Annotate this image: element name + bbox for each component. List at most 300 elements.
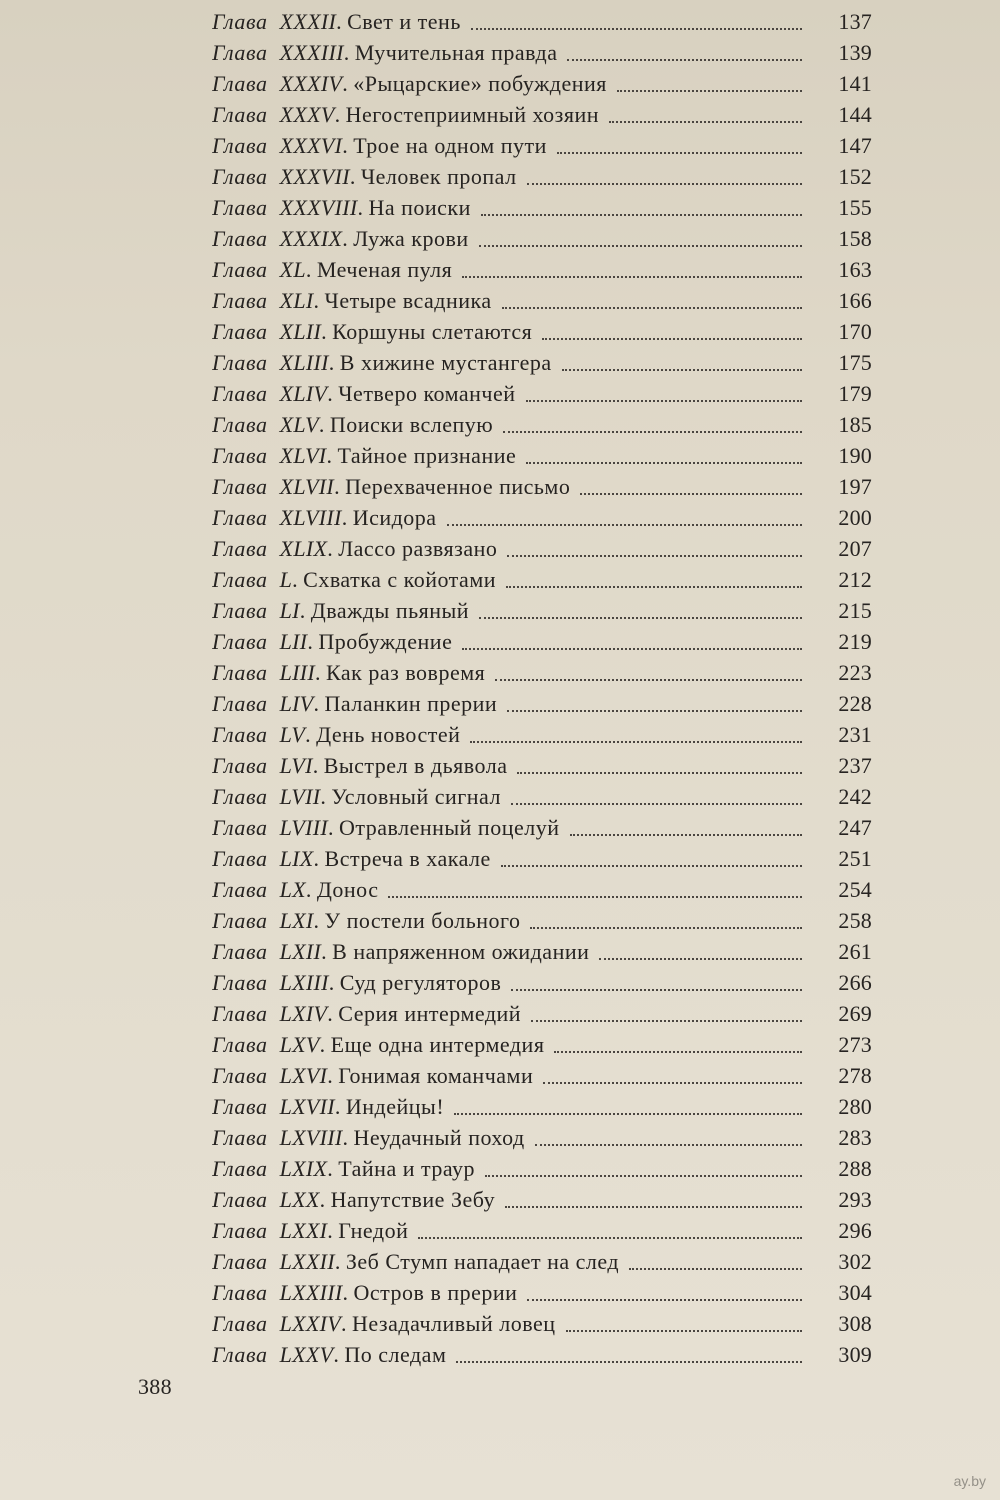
toc-entry	[212, 781, 872, 812]
toc-entry-label	[212, 254, 452, 285]
chapter-separator: .	[327, 815, 339, 840]
chapter-title: Еще одна интермедия	[330, 1032, 545, 1057]
toc-entry-label	[212, 1308, 556, 1339]
chapter-title: Поиски вслепую	[329, 412, 494, 437]
chapter-title: Отравленный поцелуй	[338, 815, 560, 840]
toc-entry	[212, 533, 872, 564]
chapter-page-number: 144	[838, 102, 872, 127]
chapter-numeral: LIV	[279, 691, 314, 716]
chapter-prefix: Глава	[212, 1249, 268, 1274]
chapter-title: Паланкин прерии	[324, 691, 498, 716]
toc-entry-label	[212, 998, 521, 1029]
toc-entry	[212, 37, 872, 68]
chapter-numeral: XXXVI	[279, 133, 343, 158]
toc-entry	[212, 626, 872, 657]
toc-entry	[212, 1246, 872, 1277]
chapter-numeral: LXVII	[279, 1094, 335, 1119]
chapter-title: У постели больного	[324, 908, 521, 933]
dot-leader	[567, 58, 802, 61]
chapter-prefix: Глава	[212, 660, 268, 685]
toc-entry	[212, 130, 872, 161]
chapter-numeral: LXIX	[279, 1156, 328, 1181]
chapter-prefix: Глава	[212, 1125, 268, 1150]
toc-entry	[212, 719, 872, 750]
chapter-prefix: Глава	[212, 939, 268, 964]
chapter-page-number: 308	[838, 1311, 872, 1336]
toc-entry	[212, 347, 872, 378]
toc-entry	[212, 1308, 872, 1339]
toc-entry-label	[212, 781, 501, 812]
chapter-prefix: Глава	[212, 257, 268, 282]
toc-entry	[212, 1277, 872, 1308]
toc-entry-label	[212, 719, 460, 750]
chapter-numeral: XLIII	[279, 350, 329, 375]
chapter-separator: .	[318, 412, 330, 437]
chapter-title: Серия интермедий	[338, 1001, 522, 1026]
toc-entry	[212, 1153, 872, 1184]
toc-entry-label	[212, 285, 492, 316]
chapter-prefix: Глава	[212, 71, 268, 96]
chapter-title: Как раз вовремя	[326, 660, 486, 685]
toc-entry	[212, 688, 872, 719]
dot-leader	[388, 895, 802, 898]
toc-entry-label	[212, 905, 520, 936]
chapter-separator: .	[342, 1125, 354, 1150]
chapter-title: Суд регуляторов	[339, 970, 502, 995]
toc-entry	[212, 471, 872, 502]
chapter-page-number: 258	[838, 908, 872, 933]
dot-leader	[505, 1205, 802, 1208]
toc-entry-label	[212, 533, 497, 564]
dot-leader	[479, 244, 802, 247]
chapter-numeral: XXXV	[279, 102, 335, 127]
chapter-numeral: LXI	[279, 908, 314, 933]
chapter-title: Исидора	[352, 505, 437, 530]
chapter-prefix: Глава	[212, 9, 268, 34]
chapter-page-number: 212	[838, 567, 872, 592]
chapter-page-number: 137	[838, 9, 872, 34]
chapter-page-number: 261	[838, 939, 872, 964]
chapter-page-number: 152	[838, 164, 872, 189]
dot-leader	[454, 1112, 802, 1115]
chapter-page-number: 273	[838, 1032, 872, 1057]
chapter-page-number: 185	[838, 412, 872, 437]
chapter-separator: .	[328, 970, 340, 995]
chapter-prefix: Глава	[212, 505, 268, 530]
toc-entry-label	[212, 874, 378, 905]
dot-leader	[502, 306, 802, 309]
chapter-page-number: 251	[838, 846, 872, 871]
dot-leader	[507, 554, 802, 557]
toc-entry-label	[212, 595, 469, 626]
chapter-separator: .	[313, 908, 325, 933]
toc-entry-label	[212, 1246, 619, 1277]
dot-leader	[501, 864, 802, 867]
chapter-prefix: Глава	[212, 784, 268, 809]
toc-entry	[212, 750, 872, 781]
chapter-title: Незадачливый ловец	[352, 1311, 556, 1336]
chapter-separator: .	[326, 443, 338, 468]
chapter-separator: .	[327, 1063, 339, 1088]
toc-entry	[212, 378, 872, 409]
chapter-separator: .	[320, 784, 332, 809]
chapter-title: Коршуны слетаются	[332, 319, 533, 344]
chapter-numeral: LXXIII	[279, 1280, 343, 1305]
chapter-numeral: XXXIII	[279, 40, 344, 65]
toc-entry	[212, 564, 872, 595]
chapter-page-number: 223	[838, 660, 872, 685]
chapter-numeral: XLIX	[279, 536, 328, 561]
chapter-title: Схватка с койотами	[303, 567, 497, 592]
chapter-page-number: 170	[838, 319, 872, 344]
toc-entry	[212, 936, 872, 967]
dot-leader	[617, 89, 802, 92]
chapter-page-number: 309	[838, 1342, 872, 1367]
toc-entry	[212, 812, 872, 843]
toc-entry-label	[212, 1277, 517, 1308]
chapter-title: Дважды пьяный	[310, 598, 470, 623]
chapter-title: Лассо развязано	[338, 536, 498, 561]
chapter-prefix: Глава	[212, 350, 268, 375]
chapter-title: «Рыцарские» побуждения	[353, 71, 607, 96]
toc-entry-label	[212, 657, 485, 688]
chapter-page-number: 266	[838, 970, 872, 995]
chapter-prefix: Глава	[212, 846, 268, 871]
chapter-numeral: LVI	[279, 753, 313, 778]
chapter-prefix: Глава	[212, 1032, 268, 1057]
chapter-prefix: Глава	[212, 40, 268, 65]
chapter-separator: .	[327, 381, 339, 406]
chapter-page-number: 269	[838, 1001, 872, 1026]
dot-leader	[503, 430, 802, 433]
chapter-title: Свет и тень	[347, 9, 461, 34]
toc-entry-label	[212, 6, 461, 37]
chapter-prefix: Глава	[212, 412, 268, 437]
toc-entry-label	[212, 409, 493, 440]
chapter-title: Остров в прерии	[353, 1280, 518, 1305]
chapter-separator: .	[334, 474, 346, 499]
chapter-title: Встреча в хакале	[324, 846, 491, 871]
toc-entry	[212, 1091, 872, 1122]
chapter-title: На поиски	[368, 195, 471, 220]
chapter-prefix: Глава	[212, 722, 268, 747]
chapter-prefix: Глава	[212, 474, 268, 499]
chapter-page-number: 302	[838, 1249, 872, 1274]
dot-leader	[570, 833, 803, 836]
chapter-prefix: Глава	[212, 133, 268, 158]
chapter-numeral: LII	[279, 629, 308, 654]
chapter-page-number: 158	[838, 226, 872, 251]
chapter-title: Гнедой	[338, 1218, 409, 1243]
toc-entry-label	[212, 936, 589, 967]
chapter-separator: .	[313, 288, 325, 313]
toc-entry	[212, 254, 872, 285]
toc-entry-label	[212, 626, 452, 657]
toc-entry	[212, 440, 872, 471]
chapter-prefix: Глава	[212, 536, 268, 561]
chapter-prefix: Глава	[212, 877, 268, 902]
dot-leader	[580, 492, 802, 495]
chapter-numeral: XLIV	[279, 381, 328, 406]
toc-entry	[212, 1029, 872, 1060]
chapter-separator: .	[313, 691, 325, 716]
chapter-numeral: XXXIX	[279, 226, 343, 251]
chapter-page-number: 293	[838, 1187, 872, 1212]
dot-leader	[462, 647, 802, 650]
chapter-separator: .	[341, 1311, 352, 1336]
chapter-numeral: XLII	[279, 319, 322, 344]
dot-leader	[447, 523, 802, 526]
dot-leader	[507, 709, 802, 712]
chapter-title: День новостей	[316, 722, 461, 747]
dot-leader	[456, 1360, 802, 1363]
dot-leader	[481, 213, 802, 216]
chapter-numeral: L	[279, 567, 293, 592]
chapter-separator: .	[319, 1187, 331, 1212]
toc-entry-label	[212, 161, 517, 192]
toc-entry-label	[212, 1029, 544, 1060]
dot-leader	[599, 957, 802, 960]
chapter-page-number: 231	[838, 722, 872, 747]
toc-entry	[212, 967, 872, 998]
chapter-page-number: 197	[838, 474, 872, 499]
chapter-title: Донос	[316, 877, 379, 902]
toc-entry	[212, 192, 872, 223]
chapter-numeral: XXXII	[279, 9, 337, 34]
chapter-page-number: 163	[838, 257, 872, 282]
chapter-separator: .	[315, 660, 327, 685]
chapter-title: Неудачный поход	[353, 1125, 525, 1150]
chapter-page-number: 304	[838, 1280, 872, 1305]
chapter-prefix: Глава	[212, 970, 268, 995]
chapter-title: Тайна и траур	[338, 1156, 476, 1181]
chapter-prefix: Глава	[212, 1063, 268, 1088]
chapter-prefix: Глава	[212, 1094, 268, 1119]
chapter-separator: .	[327, 1001, 339, 1026]
page-number: 388	[138, 1374, 172, 1399]
chapter-page-number: 141	[838, 71, 872, 96]
chapter-page-number: 215	[838, 598, 872, 623]
toc-entry	[212, 68, 872, 99]
toc-entry-label	[212, 843, 491, 874]
chapter-page-number: 247	[838, 815, 872, 840]
dot-leader	[506, 585, 802, 588]
dot-leader	[527, 1298, 802, 1301]
toc-entry-label	[212, 564, 496, 595]
toc-entry-label	[212, 316, 532, 347]
chapter-prefix: Глава	[212, 598, 268, 623]
dot-leader	[511, 988, 802, 991]
toc-entry	[212, 409, 872, 440]
toc-entry-label	[212, 347, 552, 378]
chapter-page-number: 200	[838, 505, 872, 530]
chapter-prefix: Глава	[212, 1280, 268, 1305]
chapter-prefix: Глава	[212, 567, 268, 592]
dot-leader	[470, 740, 802, 743]
chapter-page-number: 228	[838, 691, 872, 716]
dot-leader	[554, 1050, 802, 1053]
dot-leader	[566, 1329, 803, 1332]
dot-leader	[557, 151, 802, 154]
chapter-separator: .	[334, 1094, 346, 1119]
toc-entry-label	[212, 967, 501, 998]
toc-entry-label	[212, 1215, 408, 1246]
chapter-title: Четыре всадника	[324, 288, 492, 313]
chapter-title: Индейцы!	[345, 1094, 445, 1119]
chapter-separator: .	[321, 939, 333, 964]
toc-entry-label	[212, 502, 437, 533]
toc-entry-label	[212, 130, 547, 161]
dot-leader	[485, 1174, 802, 1177]
chapter-numeral: LXXV	[279, 1342, 334, 1367]
chapter-page-number: 147	[838, 133, 872, 158]
toc-entry-label	[212, 1184, 495, 1215]
chapter-separator: .	[319, 1032, 331, 1057]
toc-entry-label	[212, 192, 471, 223]
chapter-separator: .	[349, 164, 361, 189]
chapter-page-number: 190	[838, 443, 872, 468]
chapter-page-number: 254	[838, 877, 872, 902]
chapter-separator: .	[336, 9, 348, 34]
chapter-numeral: LV	[279, 722, 306, 747]
toc-entry	[212, 161, 872, 192]
toc-entry	[212, 1184, 872, 1215]
chapter-separator: .	[307, 629, 319, 654]
toc-entry	[212, 223, 872, 254]
dot-leader	[609, 120, 802, 123]
chapter-prefix: Глава	[212, 691, 268, 716]
chapter-title: Четверо команчей	[338, 381, 516, 406]
chapter-prefix: Глава	[212, 1311, 268, 1336]
toc-entry-label	[212, 1091, 444, 1122]
toc-entry	[212, 1122, 872, 1153]
toc-entry	[212, 1060, 872, 1091]
dot-leader	[479, 616, 802, 619]
chapter-separator: .	[342, 133, 354, 158]
chapter-page-number: 155	[838, 195, 872, 220]
dot-leader	[471, 27, 802, 30]
chapter-title: Негостеприимный хозяин	[345, 102, 599, 127]
toc-entry	[212, 843, 872, 874]
chapter-numeral: XLVIII	[279, 505, 342, 530]
chapter-separator: .	[292, 567, 304, 592]
toc-entry-label	[212, 812, 560, 843]
chapter-title: Пробуждение	[318, 629, 453, 654]
chapter-numeral: LXXIV	[279, 1311, 341, 1336]
chapter-title: Мучительная правда	[354, 40, 558, 65]
chapter-prefix: Глава	[212, 908, 268, 933]
chapter-separator: .	[305, 722, 317, 747]
chapter-title: Гонимая команчами	[338, 1063, 534, 1088]
chapter-prefix: Глава	[212, 381, 268, 406]
chapter-page-number: 139	[838, 40, 872, 65]
chapter-prefix: Глава	[212, 815, 268, 840]
chapter-page-number: 288	[838, 1156, 872, 1181]
chapter-page-number: 219	[838, 629, 872, 654]
toc-entry	[212, 905, 872, 936]
chapter-prefix: Глава	[212, 102, 268, 127]
chapter-separator: .	[343, 40, 355, 65]
dot-leader	[495, 678, 802, 681]
chapter-separator: .	[342, 71, 354, 96]
chapter-title: По следам	[344, 1342, 447, 1367]
toc-entry	[212, 595, 872, 626]
chapter-numeral: LXIII	[279, 970, 329, 995]
chapter-numeral: LXXII	[279, 1249, 335, 1274]
chapter-separator: .	[321, 319, 333, 344]
dot-leader	[531, 1019, 802, 1022]
chapter-title: В напряженном ожидании	[332, 939, 590, 964]
toc-entry	[212, 657, 872, 688]
chapter-numeral: LXIV	[279, 1001, 328, 1026]
chapter-prefix: Глава	[212, 753, 268, 778]
chapter-title: Меченая пуля	[316, 257, 453, 282]
chapter-numeral: LXX	[279, 1187, 320, 1212]
chapter-numeral: LX	[279, 877, 306, 902]
chapter-numeral: LIII	[279, 660, 316, 685]
chapter-separator: .	[341, 505, 353, 530]
toc-entry	[212, 1339, 872, 1370]
chapter-separator: .	[342, 226, 354, 251]
chapter-prefix: Глава	[212, 629, 268, 654]
toc-entry-label	[212, 1339, 446, 1370]
toc-entry	[212, 316, 872, 347]
toc-entry-label	[212, 1060, 533, 1091]
chapter-numeral: XXXVII	[279, 164, 350, 189]
chapter-numeral: XLV	[279, 412, 319, 437]
chapter-page-number: 179	[838, 381, 872, 406]
chapter-numeral: XLVII	[279, 474, 335, 499]
chapter-prefix: Глава	[212, 1342, 268, 1367]
chapter-prefix: Глава	[212, 1001, 268, 1026]
chapter-title: Напутствие Зебу	[330, 1187, 496, 1212]
toc-entry-label	[212, 1153, 475, 1184]
chapter-separator: .	[327, 536, 339, 561]
chapter-prefix: Глава	[212, 288, 268, 313]
dot-leader	[562, 368, 802, 371]
chapter-title: В хижине мустангера	[339, 350, 552, 375]
dot-leader	[543, 1081, 802, 1084]
dot-leader	[418, 1236, 802, 1239]
chapter-page-number: 283	[838, 1125, 872, 1150]
chapter-separator: .	[328, 350, 340, 375]
chapter-page-number: 207	[838, 536, 872, 561]
chapter-numeral: XXXVIII	[279, 195, 358, 220]
chapter-prefix: Глава	[212, 443, 268, 468]
toc-entry-label	[212, 37, 557, 68]
chapter-separator: .	[342, 1280, 354, 1305]
chapter-separator: .	[334, 102, 346, 127]
dot-leader	[517, 771, 802, 774]
chapter-page-number: 280	[838, 1094, 872, 1119]
dot-leader	[542, 337, 802, 340]
chapter-separator: .	[333, 1342, 345, 1367]
toc-entry	[212, 99, 872, 130]
chapter-prefix: Глава	[212, 1187, 268, 1212]
chapter-separator: .	[357, 195, 369, 220]
toc-entry-label	[212, 68, 607, 99]
chapter-prefix: Глава	[212, 195, 268, 220]
dot-leader	[530, 926, 802, 929]
watermark: ay.by	[953, 1473, 986, 1489]
chapter-separator: .	[327, 1218, 339, 1243]
chapter-title: Тайное признание	[337, 443, 517, 468]
chapter-title: Трое на одном пути	[353, 133, 547, 158]
dot-leader	[629, 1267, 802, 1270]
toc-entry	[212, 285, 872, 316]
dot-leader	[535, 1143, 802, 1146]
chapter-numeral: LVII	[279, 784, 321, 809]
